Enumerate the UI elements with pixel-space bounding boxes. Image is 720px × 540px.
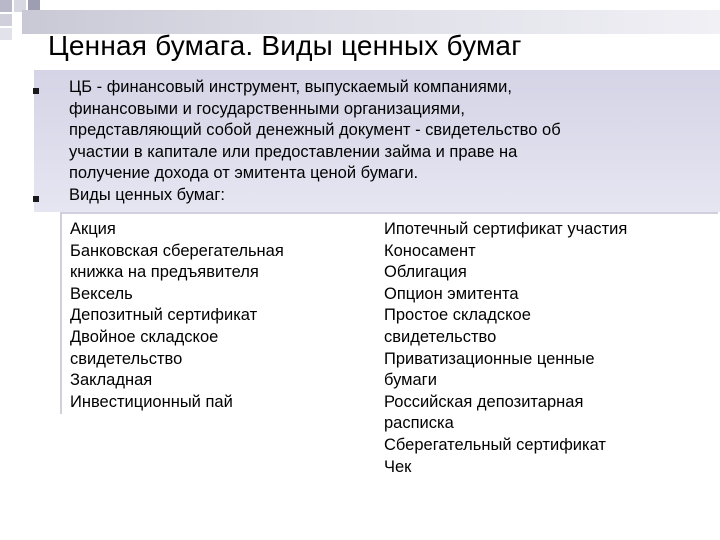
list-item: Российская депозитарная [384,392,584,411]
slide-title: Ценная бумага. Виды ценных бумаг [48,30,522,61]
list-item: Вексель [70,284,133,303]
bullet-definition [69,77,719,185]
list-item: Коносамент [384,241,476,260]
list-item: Чек [384,457,412,476]
bullet-line: финансовыми и государственными организациями, [69,99,465,118]
list-item: Опцион эмитента [384,284,519,303]
list-item: бумаги [384,371,437,390]
bullet-marker [33,196,39,202]
list-item: Банковская сберегательная [70,241,284,260]
types-column-left [60,212,376,414]
list-item: Депозитный сертификат [70,306,258,325]
list-item: Акция [70,220,116,238]
list-item: Ипотечный сертификат участия [384,220,628,238]
bullet-line: получение дохода от эмитента ценой бумаги. [69,164,419,182]
list-item: Двойное складское [70,327,219,346]
bullet-line: Виды ценных бумаг: [69,186,225,204]
bullet-marker [33,88,39,94]
list-item: свидетельство [70,349,183,368]
list-item: расписка [384,414,454,433]
types-column-right [376,212,718,474]
securities-types-table [58,212,718,474]
list-item: Сберегательный сертификат [384,435,606,454]
bullet-line: участии в капитале или предоставлении займа и праве на [69,142,518,161]
list-item: Инвестиционный пай [70,392,233,411]
bullet-line: ЦБ - финансовый инструмент, выпускаемый компаниями, [69,78,512,96]
list-item: Приватизационные ценные [384,349,595,368]
list-item: свидетельство [384,327,497,346]
bullet-types-heading [69,185,719,207]
list-item: Закладная [70,371,153,390]
bullet-line: представляющий собой денежный документ - свидетельство об [69,121,561,139]
list-item: Простое складское [384,306,531,325]
list-item: книжка на предъявителя [70,263,259,282]
list-item: Облигация [384,263,467,282]
